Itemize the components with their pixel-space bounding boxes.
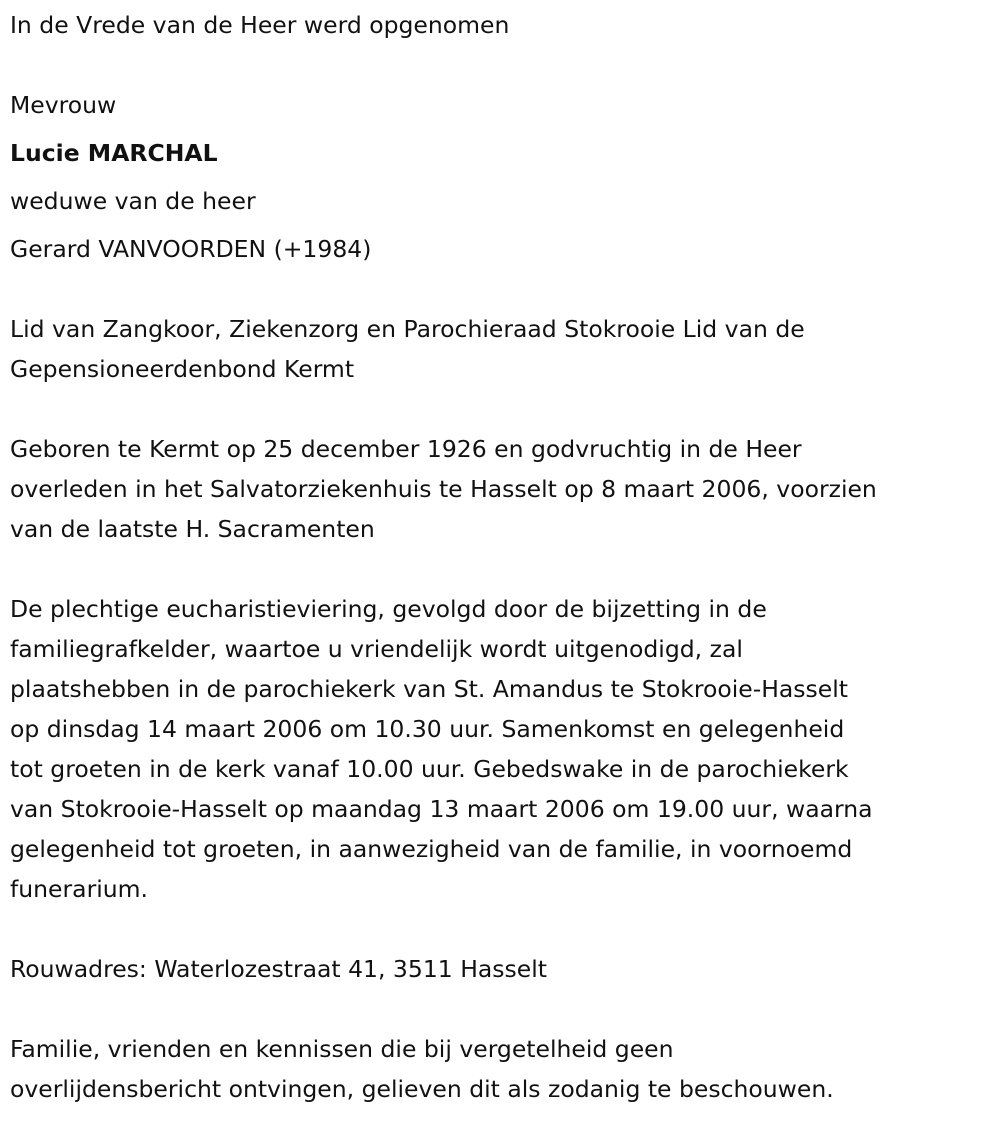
relation-text: weduwe van de heer [10, 187, 256, 215]
text-line: funerarium. [10, 875, 149, 903]
text-line: tot groeten in de kerk vanaf 10.00 uur. Gebedswake in de parochiekerk [10, 755, 849, 783]
text-line: Lid van Zangkoor, Ziekenzorg en Parochieraad Stokrooie Lid van de [10, 315, 805, 343]
text-line: Familie, vrienden en kennissen die bij vergetelheid geen [10, 1035, 674, 1063]
text-line: van de laatste H. Sacramenten [10, 515, 375, 543]
text-line: op dinsdag 14 maart 2006 om 10.30 uur. Samenkomst en gelegenheid [10, 715, 845, 743]
text-line: plaatshebben in de parochiekerk van St. Amandus te Stokrooie-Hasselt [10, 675, 848, 703]
mourning-address: Rouwadres: Waterlozestraat 41, 3511 Hasselt [10, 955, 547, 983]
closing-paragraph [10, 1029, 1000, 1109]
text-line: overleden in het Salvatorziekenhuis te Hasselt op 8 maart 2006, voorzien [10, 475, 877, 503]
intro-text: In de Vrede van de Heer werd opgenomen [10, 11, 510, 39]
title-text: Mevrouw [10, 91, 117, 119]
text-line: Geboren te Kermt op 25 december 1926 en godvruchtig in de Heer [10, 435, 802, 463]
address-paragraph [10, 949, 1000, 989]
birth-death-paragraph [10, 429, 1000, 549]
text-line: De plechtige eucharistieviering, gevolgd door de bijzetting in de [10, 595, 767, 623]
deceased-name: Lucie MARCHAL [10, 139, 218, 167]
text-line: van Stokrooie-Hasselt op maandag 13 maart 2006 om 19.00 uur, waarna [10, 795, 873, 823]
text-line: Gepensioneerdenbond Kermt [10, 355, 355, 383]
text-line: familiegrafkelder, waartoe u vriendelijk wordt uitgenodigd, zal [10, 635, 743, 663]
intro-paragraph [10, 5, 1000, 45]
spouse-name: Gerard VANVOORDEN (+1984) [10, 235, 372, 263]
text-line: overlijdensbericht ontvingen, gelieven dit als zodanig te beschouwen. [10, 1075, 834, 1103]
ceremony-paragraph [10, 589, 1000, 909]
name-block [10, 81, 1000, 273]
membership-paragraph [10, 309, 1000, 389]
text-line: gelegenheid tot groeten, in aanwezigheid van de familie, in voornoemd [10, 835, 853, 863]
